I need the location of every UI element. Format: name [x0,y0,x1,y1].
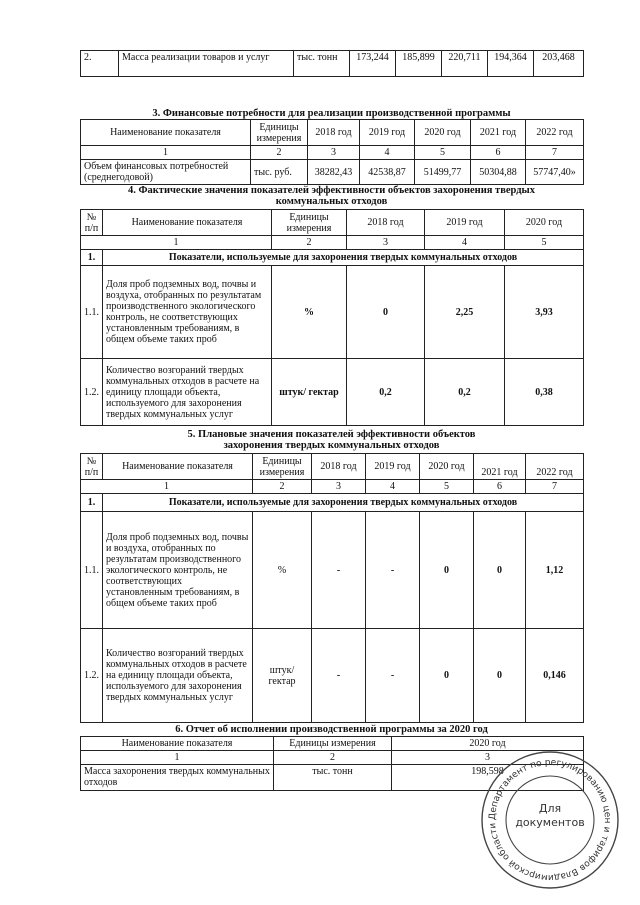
column-header: 2019 год [366,454,420,480]
row-unit: штук/ гектар [253,629,312,723]
column-header: 2021 год [471,120,526,146]
value-cell: 42538,87 [360,160,415,185]
row-number: 1.1. [81,512,103,629]
section-5-title [80,429,583,451]
row-unit: % [253,512,312,629]
financial-needs-table [80,119,584,185]
section-4-title [80,185,583,207]
column-number: 4 [360,146,415,160]
value-cell: - [366,629,420,723]
row-unit: штук/ гектар [272,359,347,426]
row-name: Объем финансовых потребностей (среднегодовой) [81,160,251,185]
column-header: 2020 год [392,737,584,751]
column-header: № п/п [81,454,103,480]
row-name: Количество возгораний твердых коммунальных отходов в расчете на единицу площади объекта, используемого для захоронения твердых коммунальных услуг [103,629,253,723]
group-number: 1. [81,250,103,266]
value-cell: 194,364 [488,51,534,77]
row-name: Количество возгораний твердых коммунальных отходов в расчете на единицу площади объекта, используемого для захоронения твердых коммунальных услуг [103,359,272,426]
stamp-center-line2: документов [515,816,585,829]
table-header-row [81,454,584,480]
column-header: Единицы измерения [251,120,308,146]
sales-table [80,50,584,77]
section-5-title-line2: захоронения твердых коммунальных отходов [223,440,440,451]
column-header: Наименование показателя [103,210,272,236]
value-cell: 198,598 [392,765,584,791]
group-label: Показатели, используемые для захоронения твердых коммунальных отходов [103,250,584,266]
section-5-title-line1: 5. Плановые значения показателей эффективности объектов [187,429,476,440]
value-cell: 0 [420,629,474,723]
row-name: Доля проб подземных вод, почвы и воздуха, отобранных по результатам производственного экологического контроль, не соответствующих установленным требованиям, в общем объеме таких проб [103,512,253,629]
column-header: 2020 год [420,454,474,480]
value-cell: 203,468 [534,51,584,77]
value-cell: 3,93 [505,266,584,359]
column-header: 2018 год [312,454,366,480]
value-cell: 220,711 [442,51,488,77]
column-number: 1 [81,236,272,250]
column-header: 2018 год [308,120,360,146]
table-row [81,359,584,426]
value-cell: 57747,40» [526,160,584,185]
row-unit: тыс. тонн [274,765,392,791]
column-number-row [81,480,584,494]
group-label: Показатели, используемые для захоронения твердых коммунальных отходов [103,494,584,512]
column-number: 3 [312,480,366,494]
section-4-title-line1: 4. Фактические значения показателей эффективности объектов захоронения твердых [127,185,536,196]
column-number: 4 [366,480,420,494]
column-number: 6 [474,480,526,494]
value-cell: 50304,88 [471,160,526,185]
value-cell: 185,899 [396,51,442,77]
column-header: 2020 год [505,210,584,236]
column-header: 2021 год [474,454,526,480]
table-row [81,629,584,723]
column-header: № п/п [81,210,103,236]
actual-indicators-table [80,209,584,426]
column-number: 5 [415,146,471,160]
column-number: 7 [526,146,584,160]
column-header: Наименование показателя [81,120,251,146]
row-name: Доля проб подземных вод, почвы и воздуха, отобранных по результатам производственного экологического контроль, не соответствующих установленным требованиям, в общем объеме таких проб [103,266,272,359]
value-cell: 173,244 [350,51,396,77]
stamp-center-line1: Для [538,802,562,815]
column-header: 2020 год [415,120,471,146]
column-number: 2 [253,480,312,494]
stamp-center-text [478,802,622,830]
value-cell: 51499,77 [415,160,471,185]
row-unit: тыс. тонн [294,51,350,77]
row-unit: % [272,266,347,359]
row-number: 2. [81,51,119,77]
document-stamp [478,748,622,892]
row-number: 1.2. [81,629,103,723]
column-number: 5 [505,236,584,250]
row-name: Масса реализации товаров и услуг [119,51,294,77]
value-cell: 0,2 [425,359,505,426]
column-number-row [81,236,584,250]
value-cell: - [312,512,366,629]
value-cell: 2,25 [425,266,505,359]
column-number: 2 [251,146,308,160]
stamp-ring-text: Департамент по регулированию цен и тарифов Владимирской области [487,757,613,883]
section-6-title: 6. Отчет об исполнении производственной программы за 2020 год [175,724,488,735]
table-row [81,160,584,185]
table-row [81,51,584,77]
column-number: 7 [526,480,584,494]
column-number: 2 [274,751,392,765]
section-3-title: 3. Финансовые потребности для реализации производственной программы [152,108,511,119]
column-header: 2022 год [526,454,584,480]
column-header: 2018 год [347,210,425,236]
value-cell: - [366,512,420,629]
row-number: 1.1. [81,266,103,359]
section-4-title-line2: коммунальных отходов [275,196,388,207]
table-row [81,266,584,359]
column-number: 6 [471,146,526,160]
group-row [81,250,584,266]
column-header: 2019 год [360,120,415,146]
column-number: 1 [81,751,274,765]
group-number: 1. [81,494,103,512]
value-cell: 0 [474,512,526,629]
column-header: Единицы измерения [272,210,347,236]
value-cell: - [312,629,366,723]
table-header-row [81,120,584,146]
value-cell: 0 [474,629,526,723]
row-number: 1.2. [81,359,103,426]
value-cell: 1,12 [526,512,584,629]
column-number: 3 [392,751,584,765]
value-cell: 0 [347,266,425,359]
group-row [81,494,584,512]
table-header-row [81,210,584,236]
table-row [81,512,584,629]
column-header: 2019 год [425,210,505,236]
column-header: Наименование показателя [81,737,274,751]
column-number-row [81,146,584,160]
column-header: Единицы измерения [274,737,392,751]
value-cell: 0 [420,512,474,629]
row-unit: тыс. руб. [251,160,308,185]
column-number: 1 [81,146,251,160]
column-number: 3 [308,146,360,160]
column-number: 1 [81,480,253,494]
value-cell: 38282,43 [308,160,360,185]
column-number: 5 [420,480,474,494]
column-number: 2 [272,236,347,250]
row-name: Масса захоронения твердых коммунальных отходов [81,765,274,791]
planned-indicators-table [80,453,584,723]
column-header: Наименование показателя [103,454,253,480]
column-number: 4 [425,236,505,250]
column-number: 3 [347,236,425,250]
column-header: Единицы измерения [253,454,312,480]
value-cell: 0,2 [347,359,425,426]
value-cell: 0,38 [505,359,584,426]
value-cell: 0,146 [526,629,584,723]
column-header: 2022 год [526,120,584,146]
